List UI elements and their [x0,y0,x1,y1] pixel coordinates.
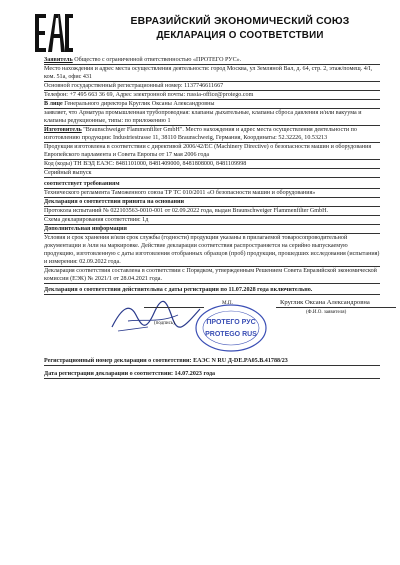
validity-line [44,286,380,295]
fio-caption: (Ф.И.О. заявителя) [306,310,347,315]
extra-order: Декларация соответствия составлена в соответствии с Порядком, утвержденным Решением Совета Евразийской экономической комиссии (ЕЭК) № 2021/1 от 28.04.2021 года. [44,267,380,284]
manufacturer-label: Изготовитель [44,127,82,133]
requirements-text: Технического регламента Таможенного союза ТР ТС 010/2011 «О безопасности машин и оборудования» [44,189,380,198]
basis-label: Декларация о соответствии принята на основании [44,198,380,207]
registration-label: Регистрационный номер декларации о соответствии: [44,358,194,364]
validity-prefix: Декларация о соответствии действительна с даты регистрации по [44,287,229,293]
requirements-label: соответствует требованиям [44,180,380,189]
product-serial: Серийный выпуск [44,169,380,178]
eac-logo [34,12,74,54]
company-stamp [194,303,268,353]
union-title: ЕВРАЗИЙСКИЙ ЭКОНОМИЧЕСКИЙ СОЮЗ [130,16,350,27]
applicant-fio: Круглик Оксана Александровна [280,299,370,306]
declares-text: заявляет, что Арматура промышленная трубопроводная: клапаны дыхательные, клапаны сброса давления и/или вакуума и клапаны редукционные, типы: по приложению 1 [44,109,380,126]
extra-label: Дополнительная информация [44,225,380,234]
reg-date-line [44,370,380,379]
basis-protocol: Протокола испытаний № 022103563-0010-001 от 02.09.2022 года, выдан Braunschweiger Flammenfilter GmbH. [44,207,380,216]
extra-conditions: Условия и срок хранения и/или срок службы (годности) продукции указаны в прилагаемой товаросопроводительной документации и /или на маркировке. Действие декларации соответствия распространяется на серийно выпускаемую продукцию, изготовленную с даты изготовления отобранных образцов (проб) продукции, прошедших исследования (испытания) и измерения: 02.09.2022 года. [44,235,380,265]
validity-suffix: года включительно. [255,287,313,293]
declaration-body [44,56,380,379]
registration-number: ЕАЭС N RU Д-DE.PA05.В.41788/23 [193,358,288,364]
svg-text:ПРОТЕГО РУС: ПРОТЕГО РУС [206,319,256,326]
applicant-address: Место нахождения и адрес места осуществления деятельности: город Москва, ул Земляной Вал, д. 64, стр. 2, этаж/помещ. 4/I, ком. 51а, офис 431 [44,65,380,82]
stamp-place-label: М.П. [222,300,233,306]
manufacturer-line [44,126,380,143]
product-directive: Продукция изготовлена в соответствии с директивой 2006/42/EC (Machinery Directive) о безопасности машин и оборудования Европейского парламента и Совета Европы от 17 мая 2006 года [44,143,380,160]
signature-zone [44,295,380,357]
applicant-line [44,56,380,65]
applicant-ogrn: Основной государственный регистрационный номер: 1137746611667 [44,82,380,91]
basis-scheme: Схема декларирования соответствия: 1д [44,216,380,225]
product-codes: Код (коды) ТН ВЭД ЕАЭС: 8481101000, 8481409000, 8481808000, 8481109998 [44,160,380,169]
representative-label: В лице [44,101,63,107]
manufacturer-text: "Braunschweiger Flammenfilter GmbH". Место нахождения и адрес места осуществления деятельности по изготовлению продукции: Industriestrasse 11, 38110 Braunschweig, Германия, Координаты: 52.32226, 10.53213 [44,127,357,141]
applicant-label: Заявитель [44,57,73,63]
reg-date-value: 14.07.2023 года [174,371,216,377]
representative-line [44,100,380,109]
document-header [100,16,380,41]
representative-text: Генерального директора Круглик Оксаны Александровны [62,101,215,107]
registration-line [44,357,380,366]
signature-caption: (подпись) [154,321,175,326]
applicant-text: Общество с ограниченной ответственностью «ПРОТЕГО РУС». [72,57,242,63]
signature-scribble [108,297,208,337]
svg-text:PROTEGO RUS: PROTEGO RUS [205,331,257,338]
document-title: ДЕКЛАРАЦИЯ О СООТВЕТСТВИИ [156,30,324,41]
validity-date: 11.07.2028 [228,287,256,293]
reg-date-label: Дата регистрации декларации о соответствии: [44,371,175,377]
applicant-phone: Телефон: +7 495 663 36 69, Адрес электронной почты: russia-office@protego.com [44,91,380,100]
